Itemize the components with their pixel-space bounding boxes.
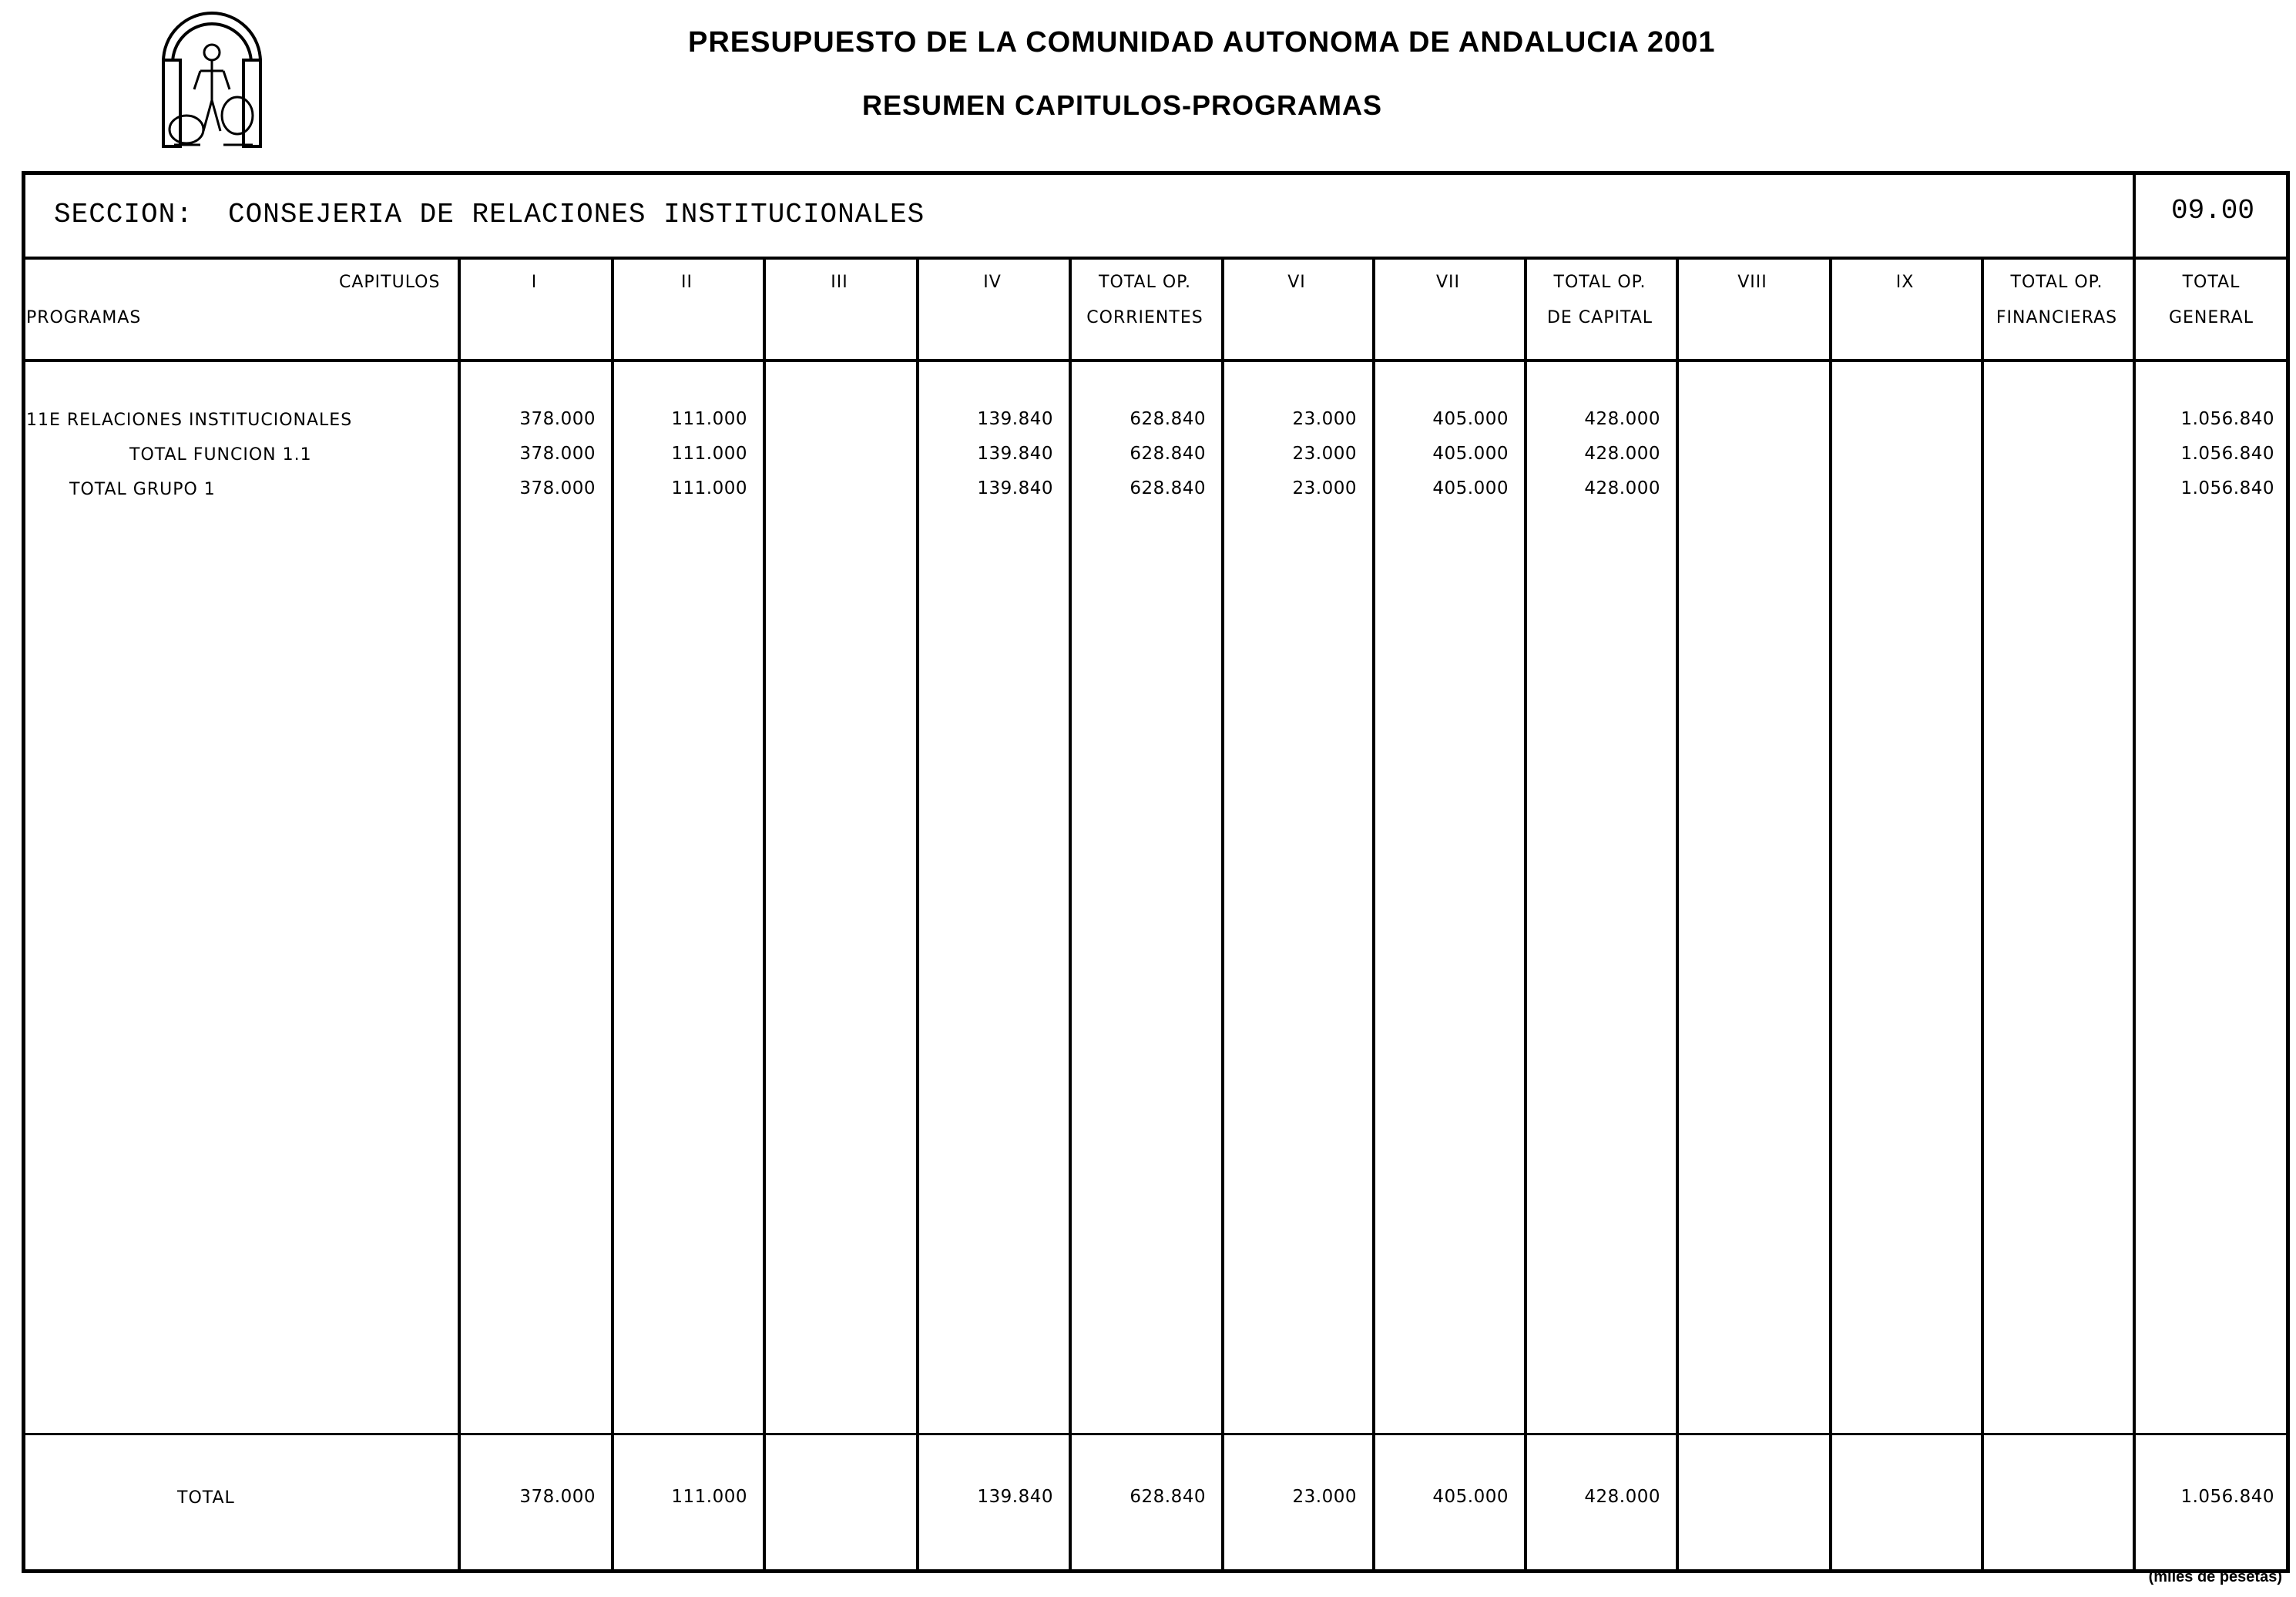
capitulos-label: CAPITULOS	[339, 273, 441, 292]
table-cell: 378.000	[519, 444, 596, 464]
column-header: TOTAL OP.	[1553, 273, 1646, 292]
table-cell: 23.000	[1292, 478, 1357, 498]
table-cell: 428.000	[1584, 409, 1660, 429]
table-cell: 139.840	[977, 444, 1053, 464]
andalucia-coat-of-arms-logo	[154, 0, 270, 151]
table-cell: 23.000	[1292, 409, 1357, 429]
total-cell: 405.000	[1432, 1487, 1509, 1507]
column-header: VIII	[1737, 273, 1767, 292]
column-header: VI	[1287, 273, 1306, 292]
budget-table-frame	[22, 171, 2290, 1573]
table-cell: 139.840	[977, 409, 1053, 429]
total-row-label: TOTAL	[177, 1488, 235, 1508]
table-row-label: TOTAL FUNCION 1.1	[129, 445, 312, 465]
table-cell: 23.000	[1292, 444, 1357, 464]
units-note: (miles de pesetas)	[2148, 1568, 2282, 1585]
column-line	[763, 258, 766, 1573]
table-cell: 111.000	[671, 444, 747, 464]
table-cell: 1.056.840	[2180, 409, 2274, 429]
section-divider	[22, 257, 2290, 260]
header-divider	[22, 359, 2290, 362]
table-cell: 428.000	[1584, 478, 1660, 498]
column-header: III	[831, 273, 848, 292]
table-cell: 428.000	[1584, 444, 1660, 464]
column-line	[1829, 258, 1832, 1573]
table-cell: 628.840	[1130, 478, 1206, 498]
column-header: IV	[983, 273, 1002, 292]
table-cell: 1.056.840	[2180, 444, 2274, 464]
total-cell: 139.840	[977, 1487, 1053, 1507]
total-cell: 111.000	[671, 1487, 747, 1507]
total-cell: 378.000	[519, 1487, 596, 1507]
table-cell: 405.000	[1432, 444, 1509, 464]
table-row-label: 11E RELACIONES INSTITUCIONALES	[26, 411, 353, 430]
table-cell: 139.840	[977, 478, 1053, 498]
document-subtitle: RESUMEN CAPITULOS-PROGRAMAS	[862, 89, 1383, 121]
table-cell: 628.840	[1130, 409, 1206, 429]
column-header: DE CAPITAL	[1546, 308, 1653, 327]
column-header: II	[681, 273, 693, 292]
programas-label: PROGRAMAS	[26, 308, 142, 327]
table-cell: 405.000	[1432, 409, 1509, 429]
column-line	[1981, 258, 1984, 1573]
column-header: I	[531, 273, 538, 292]
column-header: TOTAL OP.	[1099, 273, 1191, 292]
table-cell: 111.000	[671, 409, 747, 429]
column-line	[1676, 258, 1679, 1573]
total-cell: 1.056.840	[2180, 1487, 2274, 1507]
section-label: SECCION: CONSEJERIA DE RELACIONES INSTITUCIONALES	[54, 199, 925, 230]
total-divider	[22, 1433, 2290, 1435]
table-cell: 378.000	[519, 478, 596, 498]
column-header: TOTAL	[2182, 273, 2241, 292]
total-cell: 628.840	[1130, 1487, 1206, 1507]
total-cell: 428.000	[1584, 1487, 1660, 1507]
section-code-divider	[2133, 171, 2136, 258]
column-header: TOTAL OP.	[2010, 273, 2103, 292]
section-code: 09.00	[2171, 195, 2255, 226]
document-title: PRESUPUESTO DE LA COMUNIDAD AUTONOMA DE ANDALUCIA 2001	[688, 26, 1716, 59]
column-header: IX	[1895, 273, 1915, 292]
table-cell: 628.840	[1130, 444, 1206, 464]
column-header: CORRIENTES	[1086, 308, 1203, 327]
column-header: VII	[1435, 273, 1461, 292]
total-cell: 23.000	[1292, 1487, 1357, 1507]
table-cell: 405.000	[1432, 478, 1509, 498]
table-cell: 111.000	[671, 478, 747, 498]
table-cell: 378.000	[519, 409, 596, 429]
column-header: FINANCIERAS	[1996, 308, 2118, 327]
column-header: GENERAL	[2168, 308, 2254, 327]
table-row-label: TOTAL GRUPO 1	[69, 480, 216, 499]
table-cell: 1.056.840	[2180, 478, 2274, 498]
